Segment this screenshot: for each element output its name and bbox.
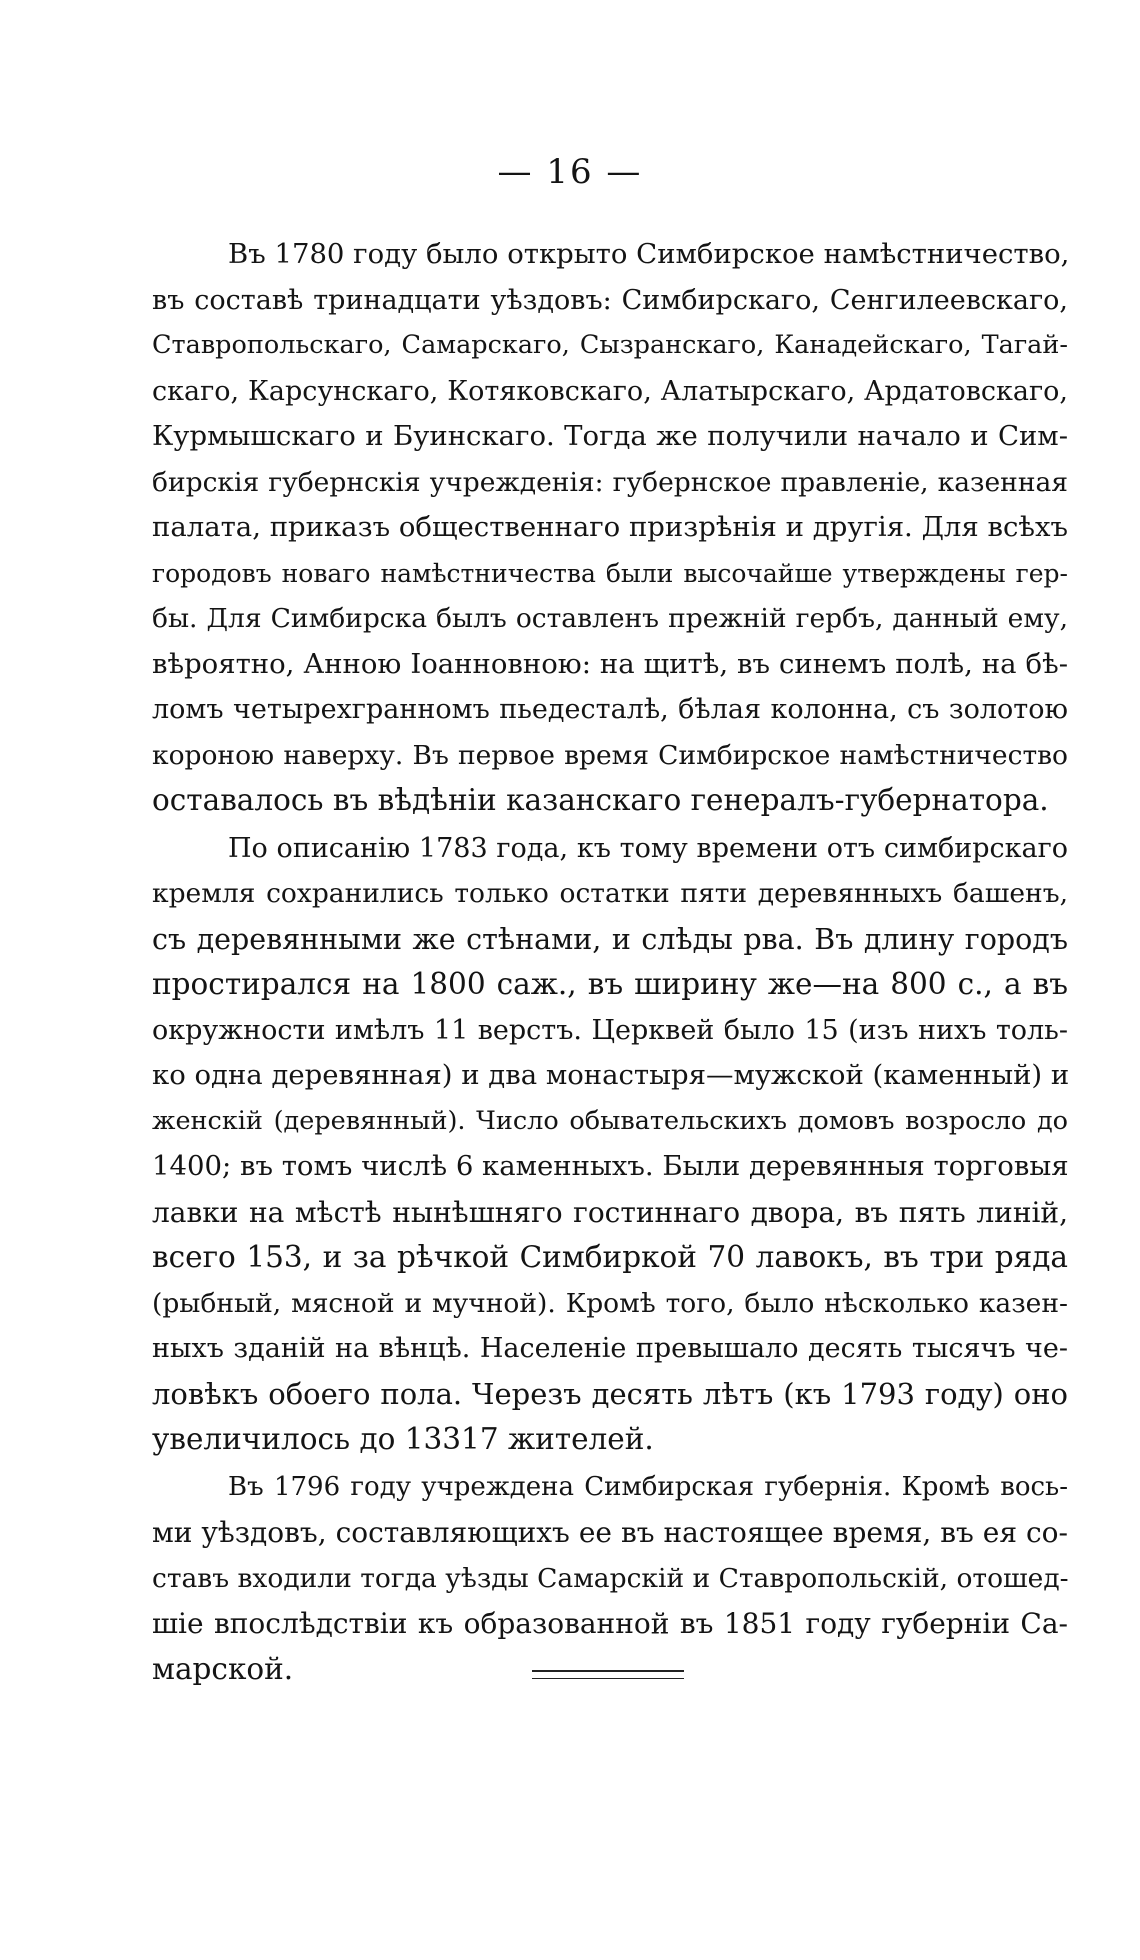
paragraph-3 [152,1465,1068,1693]
text-line: бы. Для Симбирска былъ оставленъ прежній гербъ, данный ему, [152,603,1068,634]
text-line: (рыбный, мясной и мучной). Кромѣ того, было нѣсколько казен- [152,1287,1068,1319]
text-line: палата, приказъ общественнаго призрѣнія и другія. Для всѣхъ [152,511,1068,543]
text-line: Въ 1796 году учреждена Симбирская губернія. Кромѣ вось- [228,1471,1068,1502]
text-line: ловѣкъ обоего пола. Черезъ десять лѣтъ (къ 1793 году) оно [152,1376,1068,1411]
text-line: оставалось въ вѣдѣніи казанскаго генералъ-губернатора. [152,783,1049,817]
text-line: 1400; въ томъ числѣ 6 каменныхъ. Были деревянныя торговыя [152,1150,1069,1182]
text-line: ломъ четырехгранномъ пьедесталѣ, бѣлая колонна, съ золотою [152,694,1068,725]
text-line: марской. [152,1651,294,1686]
paragraph-1 [152,232,1068,824]
text-line: скаго, Карсунскаго, Котяковскаго, Алатырскаго, Ардатовскаго, [152,375,1068,407]
text-line: Курмышскаго и Буинскаго. Тогда же получили начало и Сим- [152,420,1068,452]
section-end-rule [532,1670,684,1679]
text-line: увеличилось до 13317 жителей. [152,1422,654,1456]
text-line: съ деревянными же стѣнами, и слѣды рва. Въ длину городъ [152,922,1068,956]
text-line: всего 153, и за рѣчкой Симбиркой 70 лавокъ, въ три ряда [152,1240,1068,1274]
text-line: ко одна деревянная) и два монастыря—мужской (каменный) и [152,1059,1070,1091]
body-text [152,232,1068,1692]
text-line: кремля сохранились только остатки пяти деревянныхъ башенъ, [152,878,1068,909]
text-line: окружности имѣлъ 11 верстъ. Церквей было 15 (изъ нихъ толь- [152,1014,1068,1046]
text-line: короною наверху. Въ первое время Симбирское намѣстничество [152,739,1068,771]
text-line: городовъ новаго намѣстничества были высочайше утверждены гер- [152,558,1068,588]
text-line: ми уѣздовъ, составляющихъ ее въ настоящее время, въ ея со- [152,1516,1068,1549]
text-line: въ составѣ тринадцати уѣздовъ: Симбирскаго, Сенгилеевскаго, [152,284,1068,316]
text-line: лавки на мѣстѣ нынѣшняго гостиннаго двора, въ пять линій, [152,1195,1068,1229]
paragraph-2 [152,826,1068,1463]
text-line: ныхъ зданій на вѣнцѣ. Населеніе превышало десять тысячъ че- [152,1333,1068,1364]
text-line: бирскія губернскія учрежденія: губернское правленіе, казенная [152,466,1068,498]
text-line: шіе впослѣдствіи къ образованной въ 1851 году губерніи Са- [152,1607,1068,1640]
text-line: женскій (деревянный). Число обывательскихъ домовъ возросло до [152,1105,1068,1136]
page-number: — 16 — [497,152,643,192]
text-line: простирался на 1800 саж., въ ширину же—на 800 с., а въ [152,967,1068,1001]
text-line: ставъ входили тогда уѣзды Самарскій и Ставропольскій, отошед- [152,1562,1069,1594]
text-line: вѣроятно, Анною Іоанновною: на щитѣ, въ синемъ полѣ, на бѣ- [152,647,1068,680]
text-line: По описанію 1783 года, къ тому времени отъ симбирскаго [228,832,1068,864]
text-line: Въ 1780 году было открыто Симбирское намѣстничество, [228,238,1070,270]
text-line: Ставропольскаго, Самарскаго, Сызранскаго, Канадейскаго, Тагай- [152,330,1068,360]
